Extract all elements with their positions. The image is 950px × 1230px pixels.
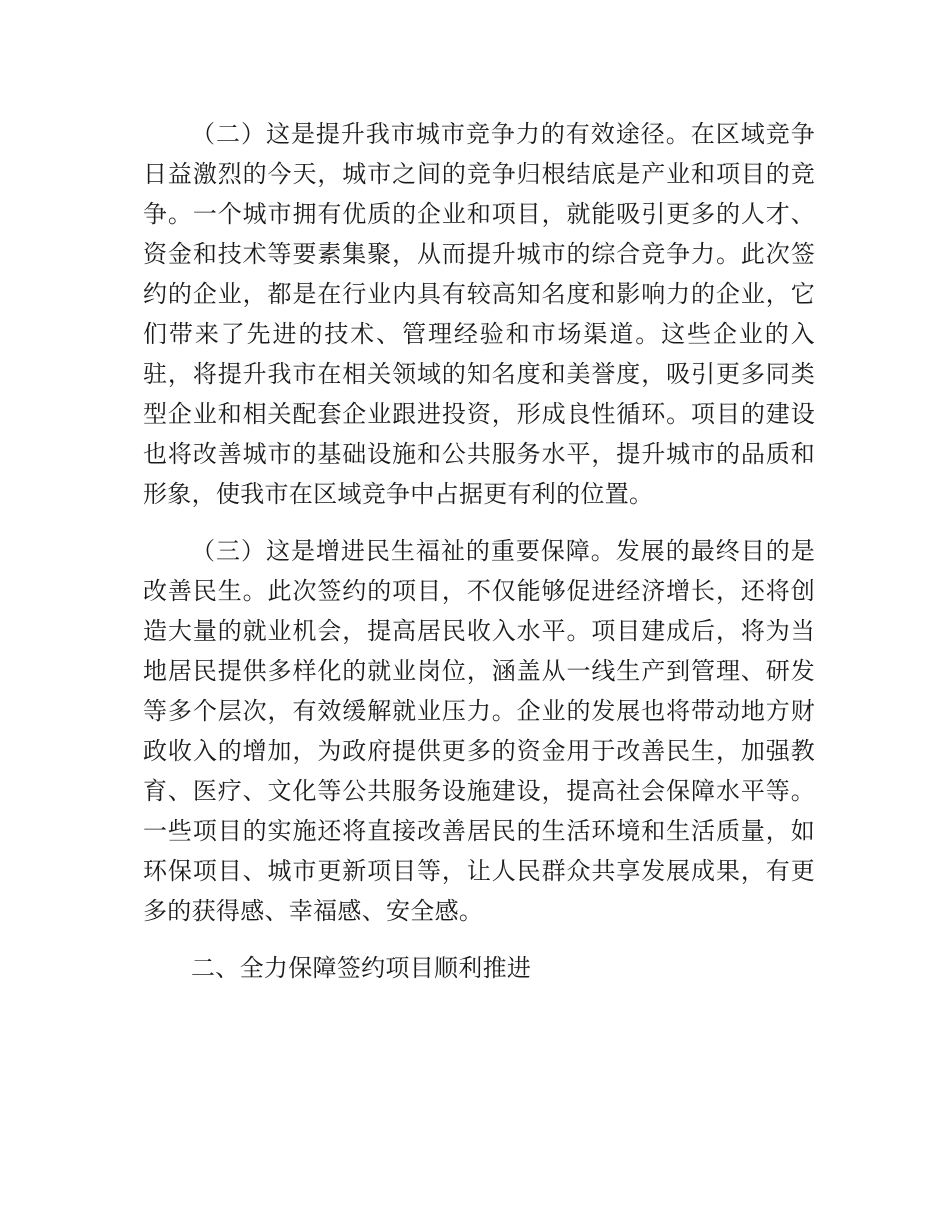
document-body <box>143 114 815 1005</box>
paragraph-competitiveness: （二）这是提升我市城市竞争力的有效途径。在区域竞争日益激烈的今天，城市之间的竞争归根结底是产业和项目的竞争。一个城市拥有优质的企业和项目，就能吸引更多的人才、资金和技术等要素集聚，从而提升城市的综合竞争力。此次签约的企业，都是在行业内具有较高知名度和影响力的企业，它们带来了先进的技术、管理经验和市场渠道。这些企业的入驻，将提升我市在相关领域的知名度和美誉度，吸引更多同类型企业和相关配套企业跟进投资，形成良性循环。项目的建设也将改善城市的基础设施和公共服务水平，提升城市的品质和形象，使我市在区域竞争中占据更有利的位置。 <box>143 120 815 508</box>
section-heading: 二、全力保障签约项目顺利推进 <box>191 954 532 982</box>
paragraph-livelihood: （三）这是增进民生福祉的重要保障。发展的最终目的是改善民生。此次签约的项目，不仅能够促进经济增长，还将创造大量的就业机会，提高居民收入水平。项目建成后，将为当地居民提供多样化的就业岗位，涵盖从一线生产到管理、研发等多个层次，有效缓解就业压力。企业的发展也将带动地方财政收入的增加，为政府提供更多的资金用于改善民生，加强教育、医疗、文化等公共服务设施建设，提高社会保障水平等。一些项目的实施还将直接改善居民的生活环境和生活质量，如环保项目、城市更新项目等，让人民群众共享发展成果，有更多的获得感、幸福感、安全感。 <box>143 537 815 925</box>
